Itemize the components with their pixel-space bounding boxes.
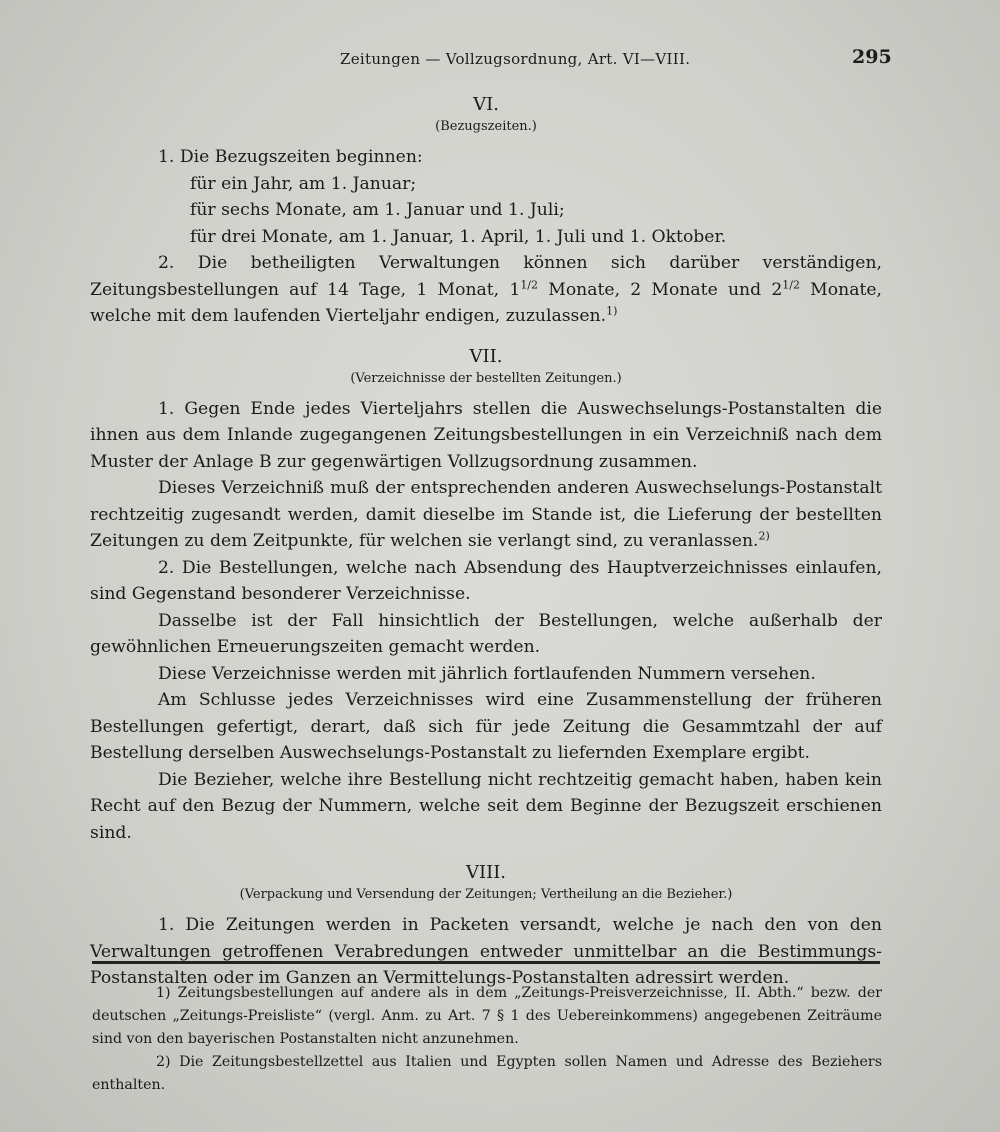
list-item: für sechs Monate, am 1. Januar und 1. Juli;: [190, 200, 565, 220]
page-number: 295: [852, 46, 892, 68]
section-subtitle: (Verpackung und Versendung der Zeitungen; Vertheilung an die Bezieher.): [239, 887, 733, 902]
list-item: für drei Monate, am 1. Januar, 1. April, 1. Juli und 1. Oktober.: [190, 226, 727, 247]
paragraph: Die Bezieher, welche ihre Bestellung nicht rechtzeitig gemacht haben, haben kein Recht auf den Bezug der Nummern, welche seit dem Beginne der Bezugszeit erschienen sind.: [90, 769, 882, 843]
footnote-2: 2) Die Zeitungsbestellzettel aus Italien und Egypten sollen Namen und Adresse des Beziehers enthalten.: [92, 1054, 882, 1093]
footnote-ref: 2): [758, 529, 770, 543]
paragraph: Am Schlusse jedes Verzeichnisses wird eine Zusammenstellung der früheren Bestellungen gefertigt, derart, daß sich für jede Zeitung die Gesammtzahl der auf Bestellung derselben Auswechselungs-Postanstalt zu liefernden Exemplare ergibt.: [90, 690, 882, 763]
paragraph: 1. Gegen Ende jedes Vierteljahrs stellen die Auswechselungs-Postanstalten die ihnen aus dem Inlande zugegangenen Zeitungsbestellungen in ein Verzeichniß nach dem Muster der Anlage B zur gegenwärtigen Vollzugsordnung zusammen.: [90, 398, 882, 472]
running-title: Zeitungen — Vollzugsordnung, Art. VI—VIII.: [340, 50, 691, 68]
list-item: für ein Jahr, am 1. Januar;: [190, 173, 417, 194]
section-viii: [90, 860, 882, 992]
fraction: 1/2: [520, 277, 539, 291]
body-text: [90, 92, 882, 992]
section-number: VII.: [469, 345, 503, 367]
paragraph: 1. Die Bezugszeiten beginnen:: [158, 147, 423, 167]
footnotes: [92, 982, 882, 1097]
section-subtitle: (Verzeichnisse der bestellten Zeitungen.): [350, 370, 622, 386]
paragraph: Diese Verzeichnisse werden mit jährlich fortlaufenden Nummern versehen.: [158, 663, 816, 684]
section-vi: [90, 92, 882, 330]
section-number: VIII.: [465, 862, 507, 883]
footnote-1: 1) Zeitungsbestellungen auf andere als in dem „Zeitungs-Preisverzeichnisse, II. Abth.“ bezw. der deutschen „Zeitungs-Preisliste“ (vergl. Anm. zu Art. 7 § 1 des Uebereinkommens) angegebenen Zeiträume sind von den bayerischen Postanstalten nicht anzunehmen.: [92, 985, 882, 1047]
section-subtitle: (Bezugszeiten.): [435, 119, 537, 134]
paragraph: Dasselbe ist der Fall hinsichtlich der Bestellungen, welche außerhalb der gewöhnlichen Erneuerungszeiten gemacht werden.: [90, 610, 882, 657]
date-list: [90, 171, 882, 251]
section-number: VI.: [473, 94, 499, 115]
paragraph: 1. Die Zeitungen werden in Packeten versandt, welche je nach den von den Verwaltungen getroffenen Verabredungen entweder unmittelbar an die Bestimmungs-Postanstalten oder im Ganzen an Vermittelungs-Postanstalten adressirt werden.: [90, 915, 882, 988]
page-header: [0, 46, 1000, 74]
footnote-rule: [92, 961, 880, 964]
section-vii: [90, 344, 882, 847]
footnote-ref: 1): [606, 304, 618, 318]
paragraph: 2. Die betheiligten Verwaltungen können sich darüber verständigen, Zeitungsbestellungen auf 14 Tage, 1 Monat, $1^{1/2}$ Monate, 2 Monate und $2^{1/2}$ Monate, welche mit dem laufenden Vierteljahr endigen, zuzulassen.$^{1)}$: [90, 253, 882, 326]
paragraph: 2. Die Bestellungen, welche nach Absendung des Hauptverzeichnisses einlaufen, sind Gegenstand besonderer Verzeichnisse.: [90, 557, 882, 604]
paragraph: Dieses Verzeichniß muß der entsprechenden anderen Auswechselungs-Postanstalt rechtzeitig zugesandt werden, damit dieselbe im Stande ist, die Lieferung der bestellten Zeitungen zu dem Zeitpunkte, für welchen sie verlangt sind, zu veranlassen.$^{2)}$: [90, 478, 882, 551]
fraction: 1/2: [782, 277, 800, 291]
